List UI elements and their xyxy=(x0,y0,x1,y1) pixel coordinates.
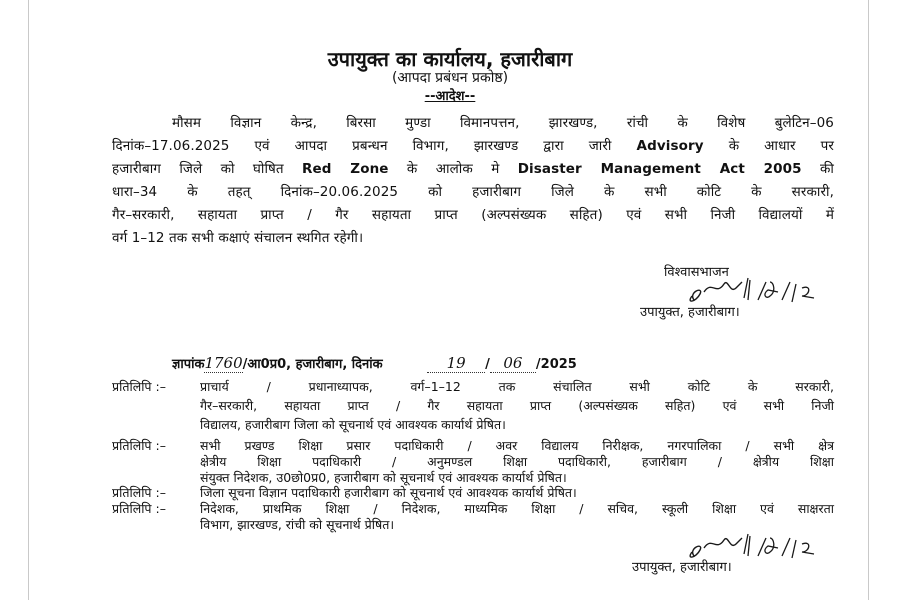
reference-office: /आ0प्र0, हजारीबाग, दिनांक xyxy=(242,357,383,372)
office-title: उपायुक्त का कार्यालय, हजारीबाग xyxy=(327,47,573,71)
body-line-5: गैर–सरकारी, सहायता प्राप्त / गैर सहायता प्राप्त (अल्पसंख्यक सहित) एवं सभी निजी विद्यालयों में xyxy=(112,207,835,223)
copy-2-line: संयुक्त निदेशक, उ0छो0प्र0, हजारीबाग को सूचनार्थ एवं आवश्यक कार्यार्थ प्रेषित। xyxy=(200,470,567,485)
body-line-1: मौसम विज्ञान केन्द्र, बिरसा मुण्डा विमानपत्तन, झारखण्ड, रांची के विशेष बुलेटिन–06 xyxy=(172,115,834,131)
copy-2-line: क्षेत्रीय शिक्षा पदाधिकारी / अनुमण्डल शिक्षा पदाधिकारी, हजारीबाग / क्षेत्रीय शिक्षा xyxy=(200,454,834,469)
copy-4-line: विभाग, झारखण्ड, रांची को सूचनार्थ प्रेषित। xyxy=(200,517,395,532)
body-text: की xyxy=(820,161,834,177)
department-name: (आपदा प्रबंधन प्रकोष्ठ) xyxy=(391,70,509,86)
body-line-6: वर्ग 1–12 तक सभी कक्षाएं संचालन स्थगित रहेगी। xyxy=(112,230,364,246)
copy-1-line: विद्यालय, हजारीबाग जिला को सूचनार्थ एवं आवश्यक कार्यार्थ प्रेषित। xyxy=(200,417,506,432)
body-text: दिनांक–17.06.2025 एवं आपदा प्रबन्धन विभाग, झारखण्ड द्वारा जारी xyxy=(112,138,612,154)
copy-label: प्रतिलिपि :– xyxy=(112,485,166,500)
body-line-4: धारा–34 के तहत् दिनांक–20.06.2025 को हजारीबाग जिले के सभी कोटि के सरकारी, xyxy=(112,184,834,200)
reference-line: ज्ञापांक1760/आ0प्र0, हजारीबाग, दिनांक 19 / 06 /2025 xyxy=(172,354,577,372)
red-zone-term: Red Zone xyxy=(302,161,389,177)
reference-number: 1760 xyxy=(204,354,243,372)
reference-year: /2025 xyxy=(535,357,577,372)
signature-designation: उपायुक्त, हजारीबाग। xyxy=(632,560,732,575)
order-label: --आदेश-- xyxy=(424,89,476,104)
reference-day: 19 xyxy=(427,354,485,373)
reference-month: 06 xyxy=(490,354,536,373)
copy-3-line: जिला सूचना विज्ञान पदाधिकारी हजारीबाग को सूचनार्थ एवं आवश्यक कार्यार्थ प्रेषित। xyxy=(200,485,577,500)
advisory-term: Advisory xyxy=(636,138,704,154)
closing-text: विश्वासभाजन xyxy=(664,265,729,280)
reference-label: ज्ञापांक xyxy=(172,357,205,372)
copy-label: प्रतिलिपि :– xyxy=(112,438,166,453)
copy-2-line: सभी प्रखण्ड शिक्षा प्रसार पदाधिकारी / अवर विद्यालय निरीक्षक, नगरपालिका / सभी क्षेत्र xyxy=(200,438,834,453)
act-term: Disaster Management Act 2005 xyxy=(517,161,802,177)
copy-1-line: प्राचार्य / प्रधानाध्यापक, वर्ग–1–12 तक संचालित सभी कोटि के सरकारी, xyxy=(200,379,834,394)
order-heading xyxy=(0,86,900,104)
copy-label: प्रतिलिपि :– xyxy=(112,501,166,516)
copy-label: प्रतिलिपि :– xyxy=(112,379,166,394)
body-line-3 xyxy=(112,159,834,177)
body-line-2 xyxy=(112,136,834,154)
signature-designation: उपायुक्त, हजारीबाग। xyxy=(640,305,740,320)
body-text: के आधार पर xyxy=(728,138,834,154)
body-text: के आलोक मे xyxy=(406,161,500,177)
copy-1-line: गैर–सरकारी, सहायता प्राप्त / गैर सहायता प्राप्त (अल्पसंख्यक सहित) एवं सभी निजी xyxy=(200,398,834,413)
body-text: हजारीबाग जिले को घोषित xyxy=(112,161,284,177)
copy-4-line: निदेशक, प्राथमिक शिक्षा / निदेशक, माध्यमिक शिक्षा / सचिव, स्कूली शिक्षा एवं साक्षरता xyxy=(200,501,834,516)
